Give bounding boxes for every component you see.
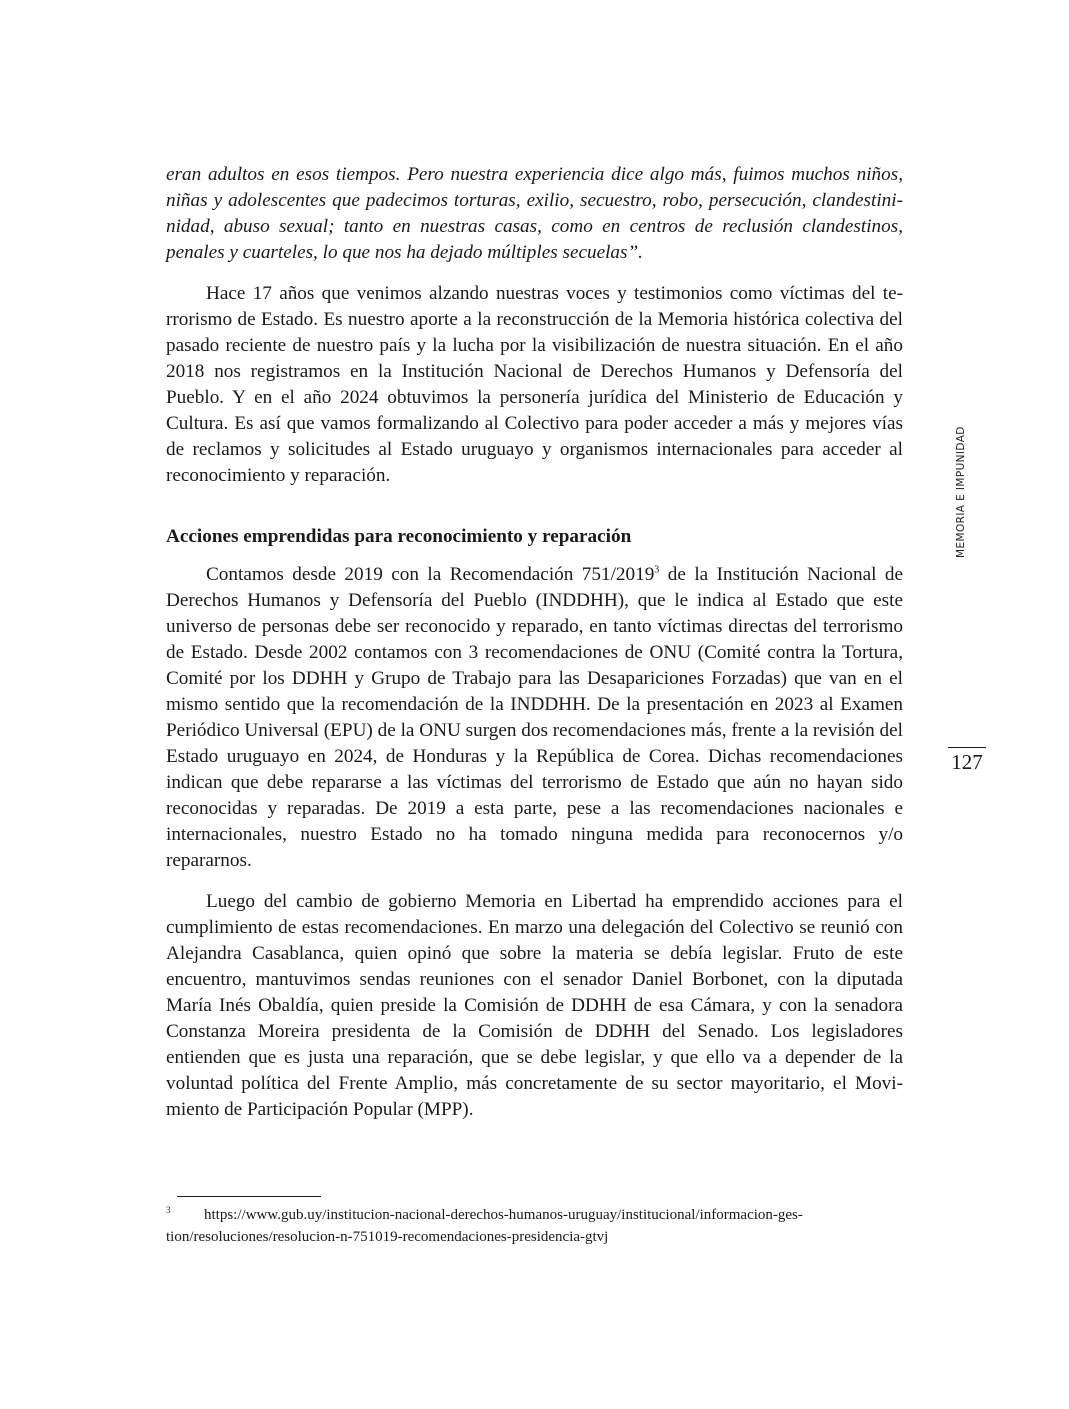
section-heading: Acciones emprendidas para reconocimiento y reparación <box>166 526 632 547</box>
paragraph-actions <box>166 889 903 1123</box>
footnote-link[interactable]: https://www.gub.uy/institucion-nacional-derechos-humanos-uruguay/institucional/informacion-gestion/resoluciones/resolucion-n-751019-recomendaciones-presidencia-gtvj <box>166 1207 803 1245</box>
paragraph-recommendations-rest: de la Institución Nacional de Derechos Humanos y Defensoría del Pueblo (INDDHH), que le indica al Estado que este universo de personas debe ser reconocido y reparado, en tanto víctimas directas del terrorismo de Estado. Desde 2002 contamos con 3 recomendaciones de ONU (Comité contra la Tortura, Comité por los DDHH y Grupo de Trabajo para las Desapariciones Forzadas) que van en el mismo sentido que la recomendación de la INDDHH. De la presentación en 2023 al Examen Periódico Universal (EPU) de la ONU surgen dos recomendaciones más, frente a la revisión del Estado uruguayo en 2024, de Honduras y la República de Corea. Dichas recomendaciones indican que debe repararse a las víctimas del terrorismo de Estado que aún no hayan sido reconocidas y reparadas. De 2019 a esta parte, pese a las recomendaciones nacionales e internacionales, nuestro Estado no ha tomado ninguna medida para reconocernos y/o repararnos. <box>166 564 903 871</box>
paragraph-recommendations-text <box>166 562 903 874</box>
page-number-divider <box>948 747 986 748</box>
footnote-reference[interactable]: 3 <box>654 564 660 576</box>
footnote: 3 https://www.gub.uy/institucion-nacional-derechos-humanos-uruguay/institucional/informacion-gestion/resoluciones/resolucion-n-751019-recomendaciones-presidencia-gtvj <box>166 1205 803 1245</box>
running-head: MEMORIA E IMPUNIDAD <box>955 426 967 559</box>
paragraph-recommendations-start: Contamos desde 2019 con la Recomendación 751/2019 <box>206 564 655 585</box>
page-number: 127 <box>951 750 983 774</box>
footnote-divider <box>177 1196 321 1197</box>
paragraph-recommendations <box>166 562 903 874</box>
paragraph-actions-text: Luego del cambio de gobierno Memoria en Libertad ha emprendido acciones para el cumplimiento de estas recomendaciones. En marzo una delegación del Colectivo se reunió con Alejandra Casablanca, quien opinó que sobre la materia se debía legislar. Fruto de este encuentro, mantuvimos sendas reuniones con el senador Daniel Borbonet, con la diputada María Inés Obaldía, quien preside la Comisión de DDHH de esa Cámara, y con la senadora Constanza Moreira presidenta de la Comisión de DDHH del Senado. Los legisladores entienden que es justa una reparación, que se debe legislar, y que ello va a depender de la voluntad política del Frente Amplio, más concretamente de su sector mayoritario, el Movimiento de Participación Popular (MPP). <box>166 891 903 1120</box>
paragraph-history <box>166 281 903 489</box>
paragraph-history-text: Hace 17 años que venimos alzando nuestras voces y testimonios como víctimas del terrorismo de Estado. Es nuestro aporte a la reconstrucción de la Memoria histórica colectiva del pasado reciente de nuestro país y la lucha por la visibilización de nuestra situación. En el año 2018 nos registramos en la Institución Nacional de Derechos Humanos y Defensoría del Pueblo. Y en el año 2024 obtuvimos la personería jurídica del Ministerio de Educación y Cultura. Es así que vamos formalizando al Colectivo para poder acceder a más y mejores vías de reclamos y solicitudes al Estado uruguayo y organismos internacionales para acceder al reconocimiento y reparación. <box>166 283 903 486</box>
testimony-quote <box>166 162 903 266</box>
quote-text: eran adultos en esos tiempos. Pero nuestra experiencia dice algo más, fuimos muchos niños, niñas y adolescentes que padecimos torturas, exilio, secuestro, robo, persecución, clandestininidad, abuso sexual; tanto en nuestras casas, como en centros de reclusión clandestinos, penales y cuarteles, lo que nos ha dejado múltiples secuelas”. <box>166 164 903 263</box>
